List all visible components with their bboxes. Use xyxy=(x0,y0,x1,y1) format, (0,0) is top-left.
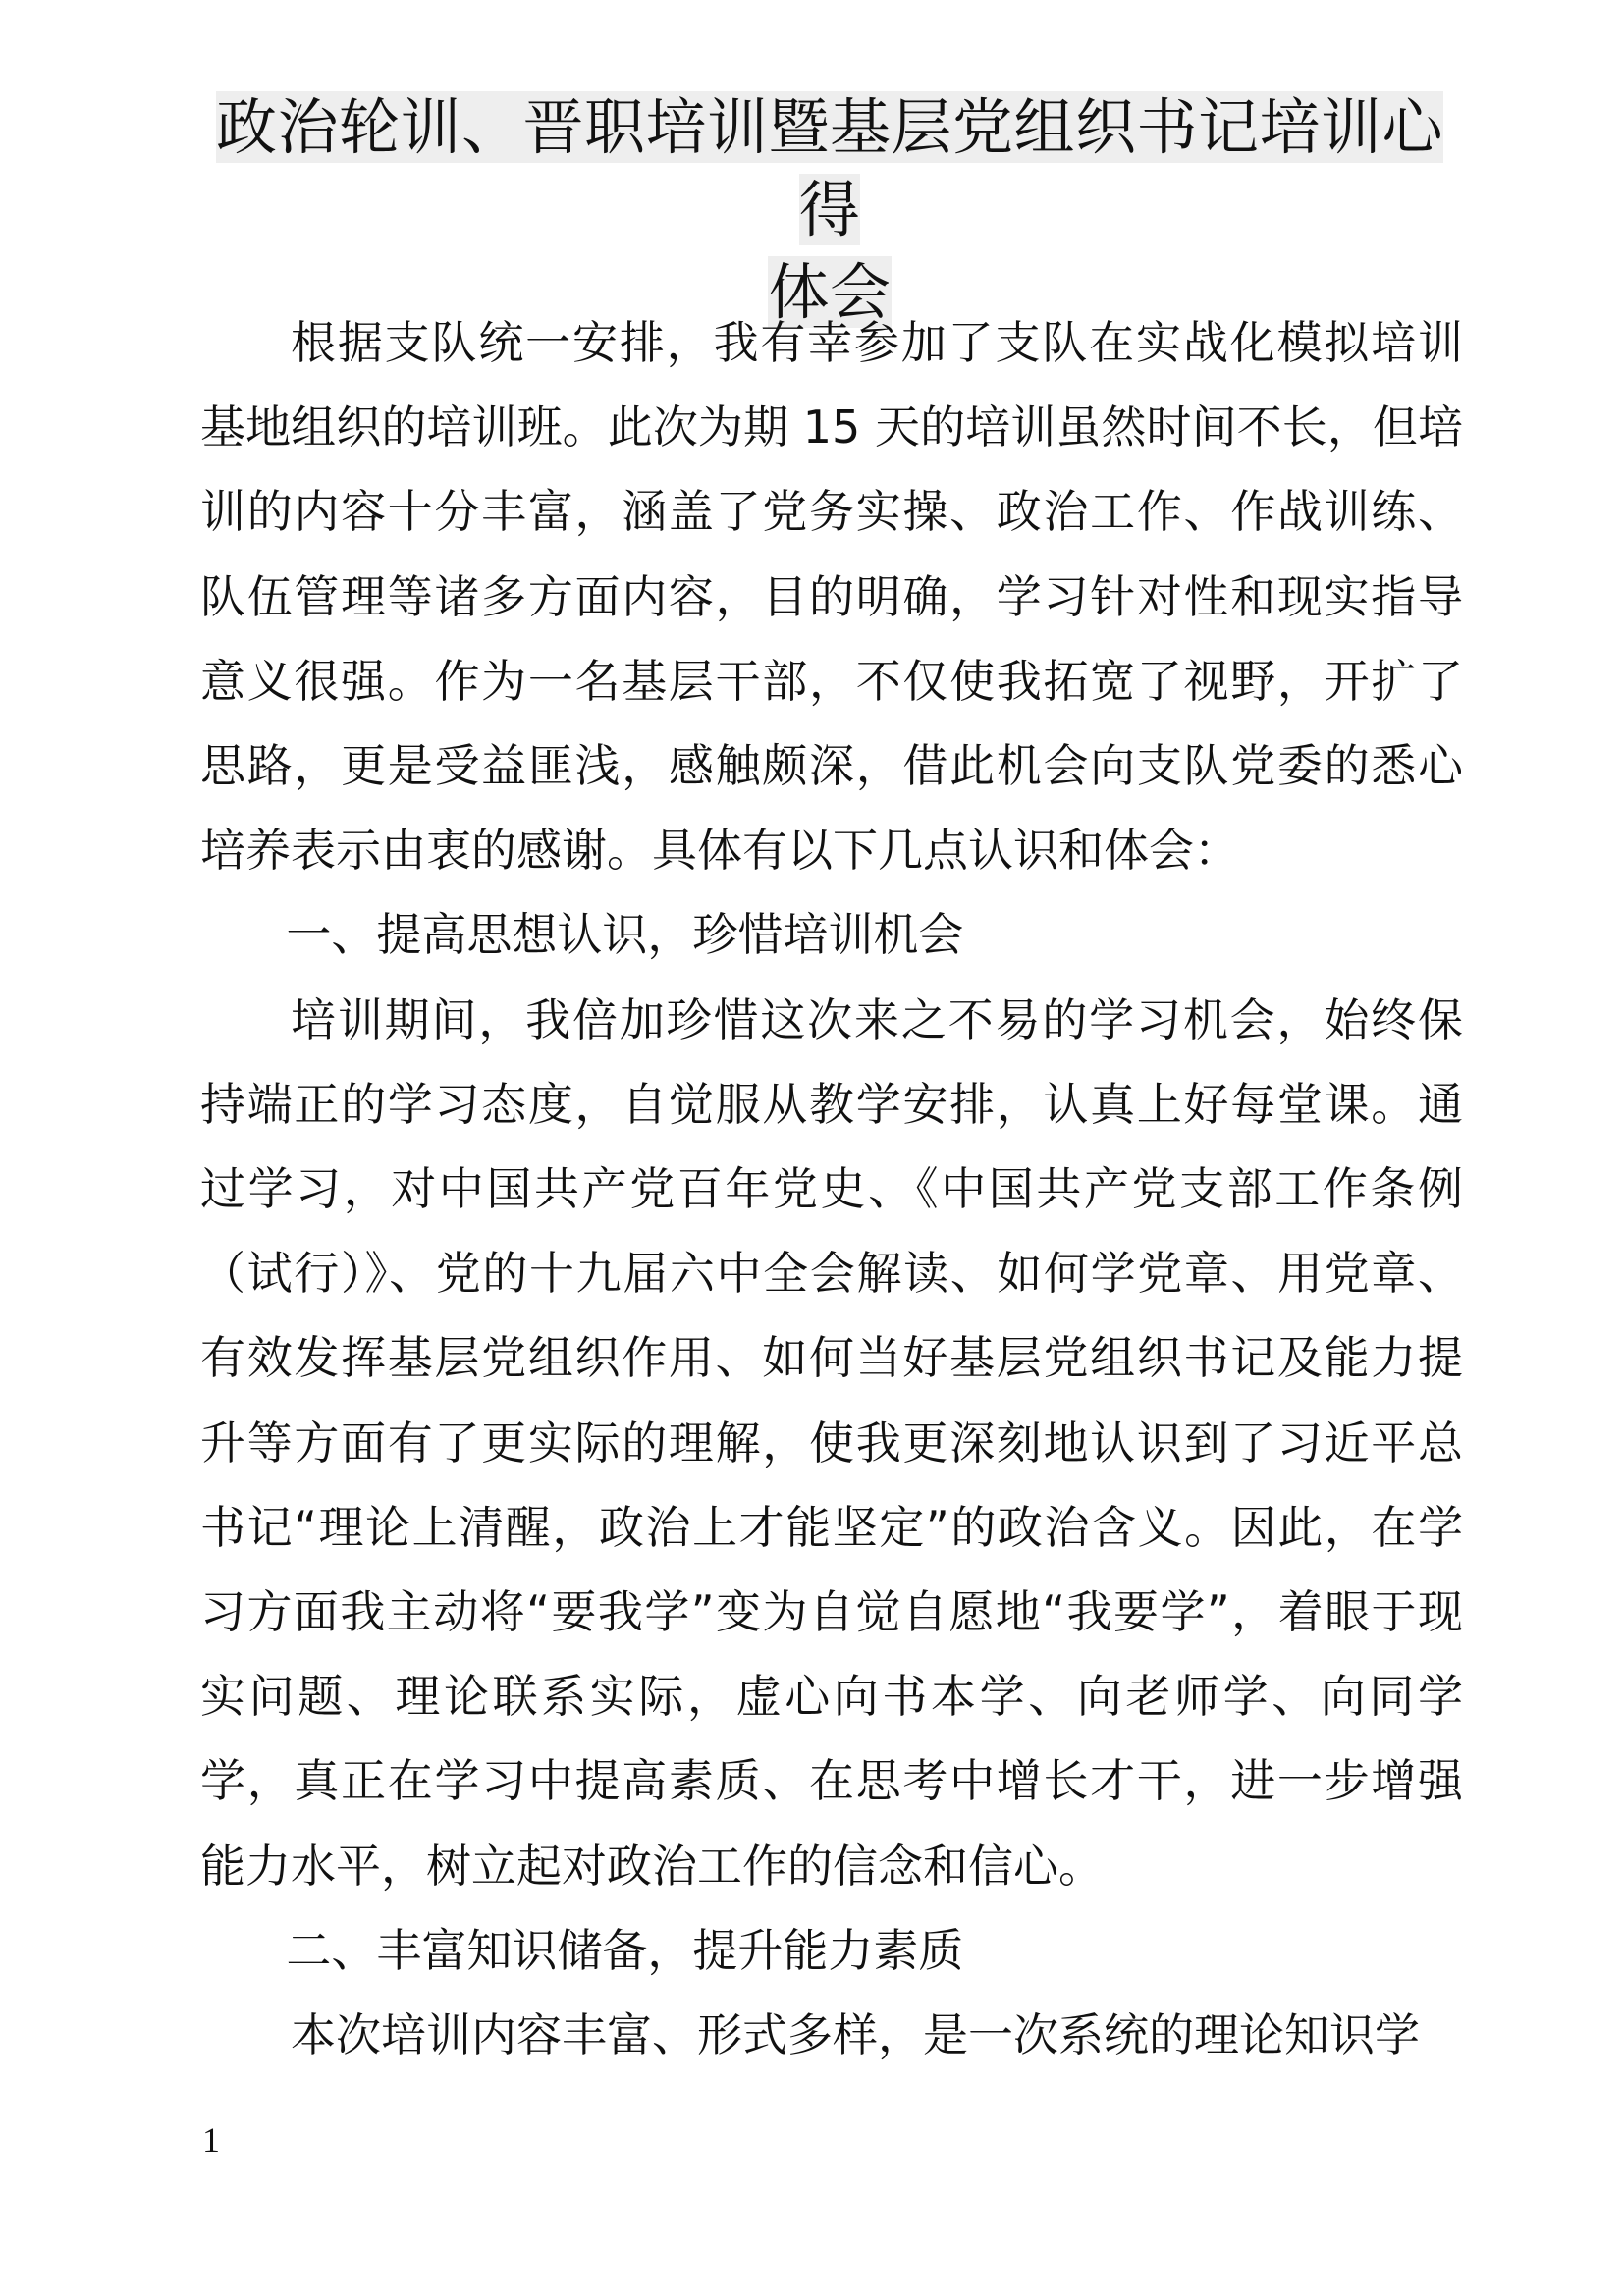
document-title xyxy=(196,86,1463,334)
paragraph-intro: 根据支队统一安排，我有幸参加了支队在实战化模拟培训基地组织的培训班。此次为期 15 天的培训虽然时间不长，但培训的内容十分丰富，涵盖了党务实操、政治工作、作战训练、队伍管理等诸多方面内容，目的明确，学习针对性和现实指导意义很强。作为一名基层干部，不仅使我拓宽了视野，开扩了思路，更是受益匪浅，感触颇深，借此机会向支队党委的悉心培养表示由衷的感谢。具体有以下几点认识和体会： xyxy=(200,316,1463,878)
section-heading-1: 一、提高思想认识，珍惜培训机会 xyxy=(286,908,964,962)
paragraph-section-1: 培训期间，我倍加珍惜这次来之不易的学习机会，始终保持端正的学习态度，自觉服从教学安排，认真上好每堂课。通过学习，对中国共产党百年党史、《中国共产党支部工作条例（试行）》、党的十九届六中全会解读、如何学党章、用党章、有效发挥基层党组织作用、如何当好基层党组织书记及能力提升等方面有了更实际的理解，使我更深刻地认识到了习近平总书记“理论上清醒，政治上才能坚定”的政治含义。因此，在学习方面我主动将“要我学”变为自觉自愿地“我要学”，着眼于现实问题、理论联系实际，虚心向书本学、向老师学、向同学学，真正在学习中提高素质、在思考中增长才干，进一步增强能力水平，树立起对政治工作的信念和信心。 xyxy=(200,992,1463,1893)
document-body xyxy=(200,300,1463,2077)
page-number: 1 xyxy=(202,2120,220,2160)
paragraph-section-2: 本次培训内容丰富、形式多样，是一次系统的理论知识学 xyxy=(291,2008,1420,2062)
document-title-line-1: 政治轮训、晋职培训暨基层党组织书记培训心得 xyxy=(215,91,1443,245)
section-heading-2: 二、丰富知识储备，提升能力素质 xyxy=(286,1923,964,1977)
document-title-line-2: 体会 xyxy=(768,256,892,328)
